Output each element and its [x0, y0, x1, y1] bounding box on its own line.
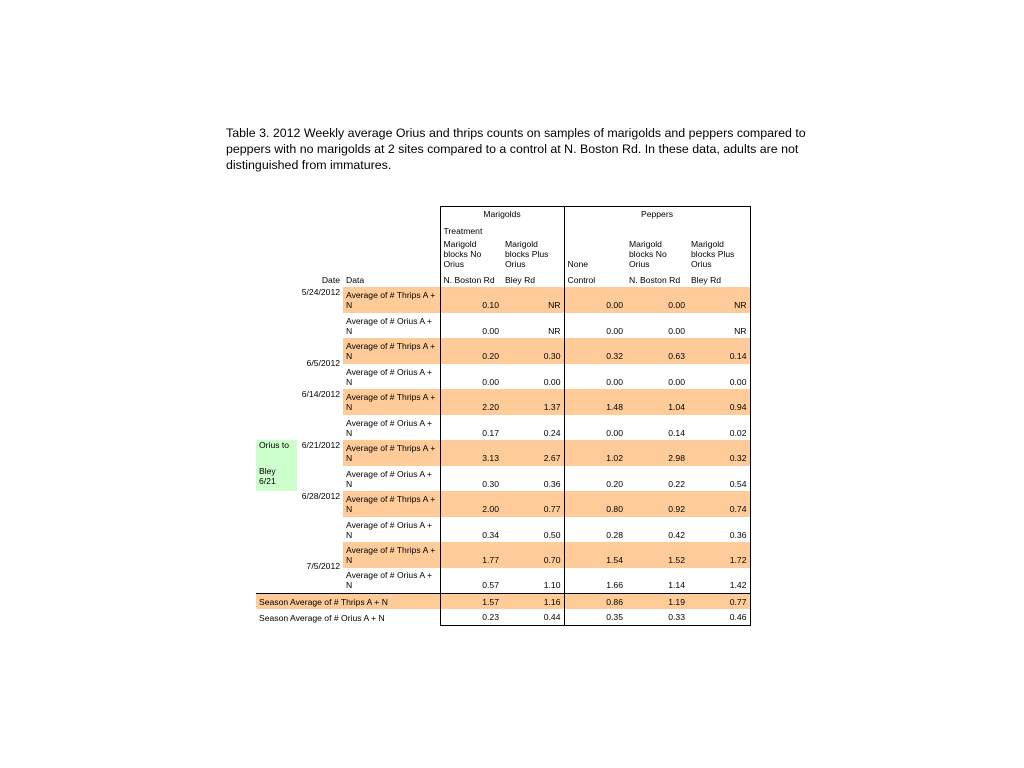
cell-value: 0.32: [564, 338, 626, 364]
cell-value: 0.00: [440, 364, 502, 390]
cell-value: 1.37: [502, 389, 564, 415]
cell-value: 1.14: [668, 580, 685, 591]
season-label-thrips: Season Average of # Thrips A + N: [256, 593, 440, 609]
cell-value: 1.48: [564, 389, 626, 415]
cell-value: 0.30: [502, 338, 564, 364]
cell-value: 0.32: [688, 440, 750, 466]
cell-value: 0.28: [606, 529, 623, 540]
cell-value: 0.92: [626, 491, 688, 517]
cell-value: 0.36: [688, 517, 750, 543]
week-date: 6/5/2012: [306, 357, 340, 368]
table-caption: Table 3. 2012 Weekly average Orius and thrips counts on samples of marigolds and peppers compared to peppers with no marigolds at 2 sites compared to a control at N. Boston Rd. In these data, adults are not distinguished from immatures.: [226, 126, 806, 172]
header-col-none: None: [567, 258, 589, 269]
cell-value: 0.00: [502, 364, 564, 390]
season-value: 0.23: [440, 609, 502, 625]
header-data: Data: [346, 274, 365, 285]
cell-value: 1.10: [502, 568, 564, 594]
header-site5: Bley Rd: [688, 271, 750, 287]
header-marigolds: Marigolds: [440, 207, 564, 223]
cell-value: 0.00: [606, 376, 623, 387]
table-row: [256, 287, 750, 313]
cell-value: 0.74: [688, 491, 750, 517]
season-value: 0.33: [626, 609, 688, 625]
cell-value: 0.00: [606, 325, 623, 336]
cell-value: 0.57: [440, 568, 502, 594]
cell-value: 0.50: [502, 517, 564, 543]
cell-value: 0.14: [688, 338, 750, 364]
season-row: [256, 593, 750, 609]
row-label-orius: Average of # Orius A + N: [346, 417, 433, 438]
cell-value: 1.04: [626, 389, 688, 415]
header-site4: N. Boston Rd: [629, 274, 681, 285]
cell-value: 0.54: [688, 466, 750, 492]
header-date: Date: [321, 274, 340, 285]
table-row: [256, 338, 750, 364]
cell-value: NR: [688, 287, 750, 313]
cell-value: 0.63: [626, 338, 688, 364]
cell-value: 0.77: [502, 491, 564, 517]
header-col-p-mb-plus: Marigold blocks Plus Orius: [688, 239, 750, 272]
season-label-orius: Season Average of # Orius A + N: [259, 612, 385, 623]
row-label-orius: Average of # Orius A + N: [346, 366, 433, 387]
header-treatment: Treatment: [440, 223, 564, 239]
season-value: 0.44: [502, 609, 564, 625]
row-label-orius: Average of # Orius A + N: [346, 468, 433, 489]
week-date: 5/24/2012: [301, 287, 340, 298]
week-date: 6/28/2012: [301, 491, 340, 502]
cell-value: 0.00: [668, 376, 685, 387]
row-label-orius: Average of # Orius A + N: [346, 315, 433, 336]
table-row: [256, 389, 750, 415]
cell-value: 0.80: [564, 491, 626, 517]
row-label-thrips: Average of # Thrips A + N: [343, 542, 440, 568]
header-col-p-mb-no: Marigold blocks No Orius: [629, 238, 667, 269]
season-value: 0.46: [688, 609, 750, 625]
header-site1: N. Boston Rd: [440, 271, 502, 287]
cell-value: 1.77: [440, 542, 502, 568]
cell-value: 2.20: [440, 389, 502, 415]
season-value: 0.86: [564, 593, 626, 609]
cell-value: 0.00: [440, 313, 502, 339]
row-label-orius: Average of # Orius A + N: [346, 519, 433, 540]
row-label-thrips: Average of # Thrips A + N: [343, 389, 440, 415]
cell-value: 0.00: [626, 287, 688, 313]
side-note-line2: Bley 6/21: [259, 465, 276, 486]
season-row: [256, 609, 750, 625]
header-site2: Bley Rd: [502, 271, 564, 287]
cell-value: 0.00: [688, 364, 750, 390]
row-label-thrips: Average of # Thrips A + N: [343, 491, 440, 517]
season-value: 0.35: [564, 609, 626, 625]
cell-value: NR: [502, 313, 564, 339]
cell-value: 2.00: [440, 491, 502, 517]
cell-value: 1.66: [606, 580, 623, 591]
cell-value: 0.70: [502, 542, 564, 568]
table-row: [256, 440, 750, 466]
season-value: 1.19: [626, 593, 688, 609]
season-value: 0.77: [688, 593, 750, 609]
cell-value: 0.34: [440, 517, 502, 543]
cell-value: 0.00: [564, 287, 626, 313]
cell-value: 0.36: [502, 466, 564, 492]
header-peppers: Peppers: [564, 207, 750, 223]
cell-value: 0.14: [668, 427, 685, 438]
cell-value: 1.54: [564, 542, 626, 568]
cell-value: 0.42: [668, 529, 685, 540]
week-date: 7/5/2012: [306, 561, 340, 572]
row-label-orius: Average of # Orius A + N: [346, 570, 433, 591]
cell-value: 1.52: [626, 542, 688, 568]
data-table: [256, 206, 751, 626]
side-note-line1: Orius to: [259, 440, 290, 451]
row-label-thrips: Average of # Thrips A + N: [343, 338, 440, 364]
week-date: 6/14/2012: [301, 389, 340, 400]
cell-value: 0.17: [440, 415, 502, 441]
cell-value: 0.20: [440, 338, 502, 364]
cell-value: 3.13: [440, 440, 502, 466]
cell-value: 1.72: [688, 542, 750, 568]
cell-value: 0.00: [668, 325, 685, 336]
cell-value: 0.00: [606, 427, 623, 438]
cell-value: 0.94: [688, 389, 750, 415]
header-col-mb-plus: Marigold blocks Plus Orius: [502, 239, 564, 272]
cell-value: NR: [502, 287, 564, 313]
season-value: 1.16: [502, 593, 564, 609]
cell-value: 0.24: [502, 415, 564, 441]
cell-value: 2.98: [626, 440, 688, 466]
header-site3: Control: [567, 274, 596, 285]
cell-value: 1.42: [688, 568, 750, 594]
cell-value: 0.10: [440, 287, 502, 313]
week-date: 6/21/2012: [301, 440, 340, 451]
cell-value: 2.67: [502, 440, 564, 466]
cell-value: 0.02: [688, 415, 750, 441]
row-label-thrips: Average of # Thrips A + N: [343, 287, 440, 313]
table-row: [256, 491, 750, 517]
cell-value: NR: [688, 313, 750, 339]
season-value: 1.57: [440, 593, 502, 609]
row-label-thrips: Average of # Thrips A + N: [343, 440, 440, 466]
cell-value: 0.20: [606, 478, 623, 489]
cell-value: 0.22: [668, 478, 685, 489]
cell-value: 0.30: [440, 466, 502, 492]
table-row: [256, 542, 750, 568]
cell-value: 1.02: [564, 440, 626, 466]
header-col-mb-no: Marigold blocks No Orius: [440, 239, 502, 272]
